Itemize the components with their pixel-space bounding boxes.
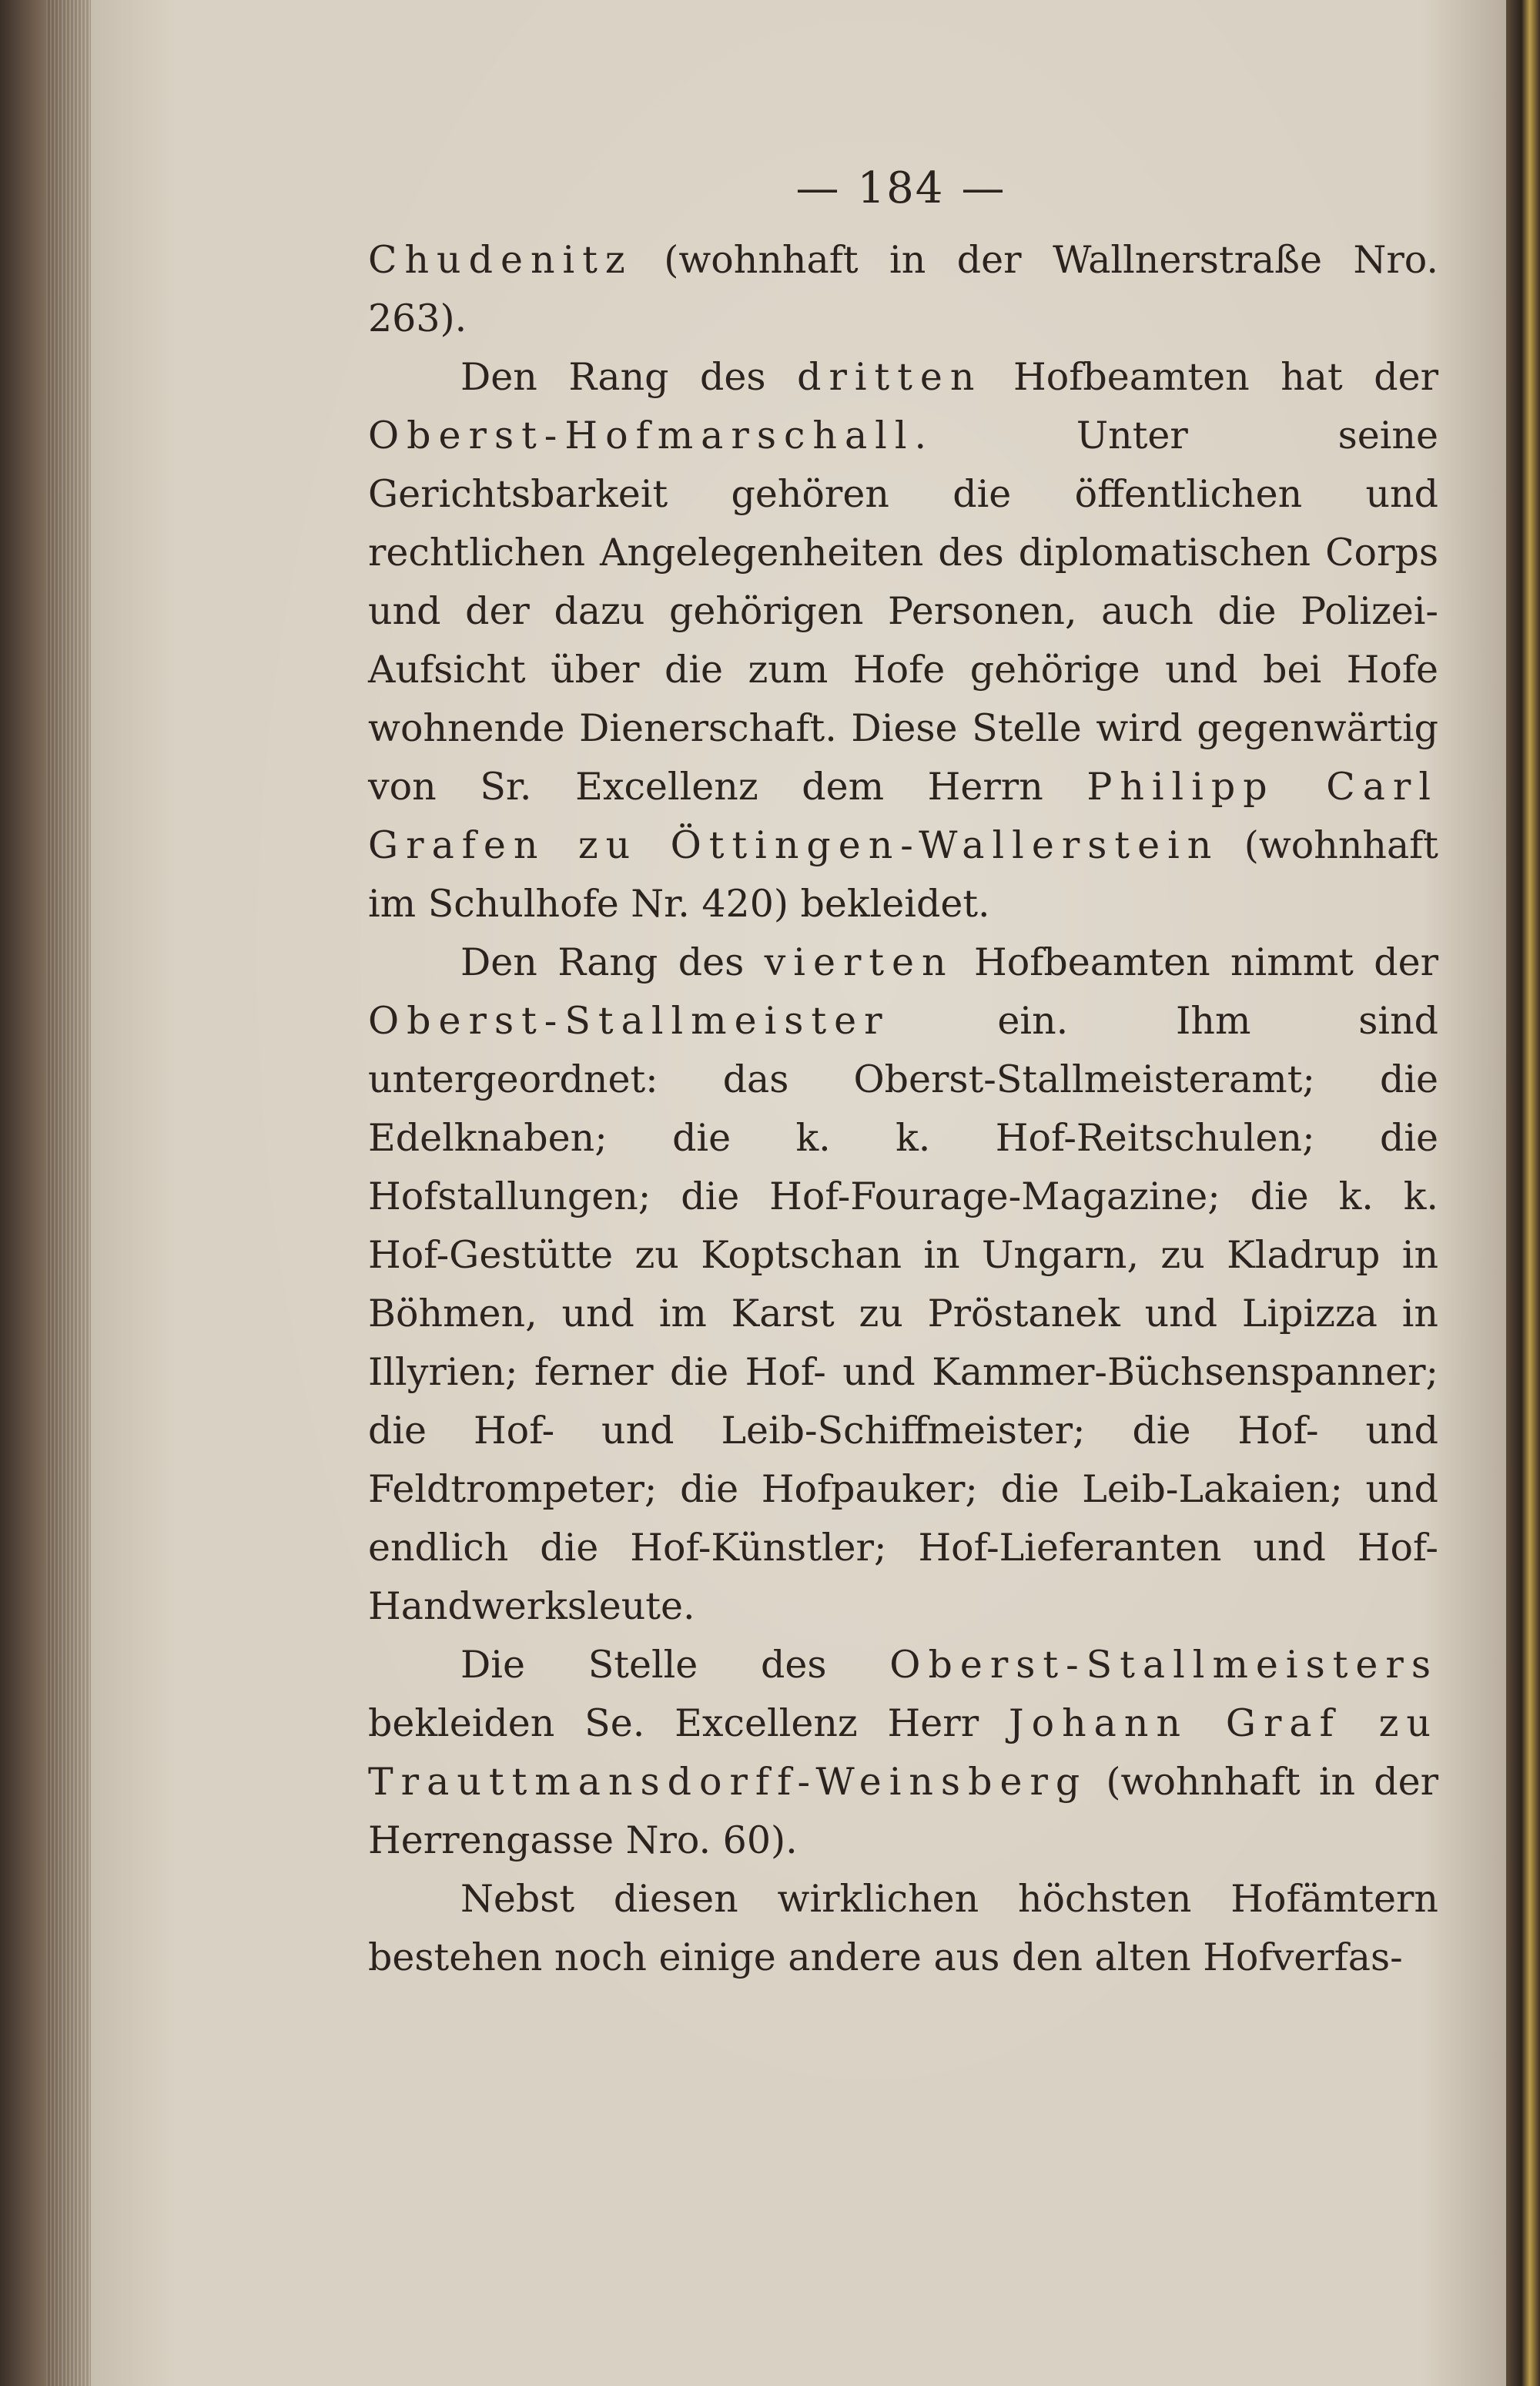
text-run: (wohnhaft in der Wallnerstraße Nro. 263). bbox=[368, 238, 1438, 340]
page-number-dash-right: — bbox=[961, 163, 1006, 213]
emphasized-name: Oberst-Stallmeister bbox=[368, 999, 890, 1043]
paragraph bbox=[368, 348, 1438, 933]
paragraph bbox=[368, 231, 1438, 348]
page-number-dash-left: — bbox=[795, 163, 841, 213]
book-right-edge bbox=[1506, 0, 1540, 2386]
emphasized-name: Oberst-Hofmarschall bbox=[368, 414, 915, 457]
page-number-line bbox=[724, 163, 1078, 213]
paragraph bbox=[368, 1870, 1438, 1987]
text-run: Den Rang des bbox=[460, 355, 798, 399]
text-run: (wohnhaft in der Herrengasse Nro. 60). bbox=[368, 1760, 1438, 1862]
paragraph bbox=[368, 933, 1438, 1636]
emphasized-name: Philipp Carl Grafen zu Öttingen-Wallerstein bbox=[368, 765, 1438, 867]
emphasized-name: Johann Graf zu Trauttmansdorff-Weinsberg bbox=[368, 1701, 1438, 1804]
text-run: . Unter seine Gerichtsbarkeit gehören die öffentlichen und rechtlichen Angelegenheiten des diplomatischen Corps und der dazu gehörigen Personen, auch die Polizei-Aufsicht über die zum Hofe gehörige und bei Hofe wohnende Dienerschaft. Diese Stelle wird gegenwärtig von Sr. Excellenz dem Herrn bbox=[368, 414, 1438, 809]
text-run: Hofbeamten hat der bbox=[982, 355, 1438, 399]
page-leaf-edges bbox=[46, 0, 92, 2386]
emphasized-name: dritten bbox=[797, 355, 983, 399]
text-run: bekleiden Se. Excellenz Herr bbox=[368, 1701, 1009, 1745]
text-run: (wohnhaft im Schulhofe Nr. 420) bekleidet. bbox=[368, 823, 1438, 926]
emphasized-name: Chudenitz bbox=[368, 238, 633, 282]
body-text bbox=[368, 231, 1438, 1987]
text-run: Die Stelle des bbox=[460, 1643, 890, 1687]
text-run: Hofbeamten nimmt der bbox=[953, 940, 1438, 984]
text-run: Nebst diesen wirklichen höchsten Hofämtern bestehen noch einige andere aus den alten Hofverfas- bbox=[368, 1877, 1438, 1979]
paragraph bbox=[368, 1636, 1438, 1870]
text-run: ein. Ihm sind untergeordnet: das Oberst-Stallmeisteramt; die Edelknaben; die k. k. Hof-Reitschulen; die Hofstallungen; die Hof-Fourage-Magazine; die k. k. Hof-Gestütte zu Koptschan in Ungarn, zu Kladrup in Böhmen, und im Karst zu Pröstanek und Lipizza in Illyrien; ferner die Hof- und Kammer-Büchsenspanner; die Hof- und Leib-Schiffmeister; die Hof- und Feldtrompeter; die Hofpauker; die Leib-Lakaien; und endlich die Hof-Künstler; Hof-Lieferanten und Hof-Handwerksleute. bbox=[368, 999, 1438, 1628]
text-run: Den Rang des bbox=[460, 940, 765, 984]
emphasized-name: Oberst-Stallmeisters bbox=[889, 1643, 1438, 1687]
page-number: 184 bbox=[857, 163, 945, 213]
emphasized-name: vierten bbox=[764, 940, 954, 984]
